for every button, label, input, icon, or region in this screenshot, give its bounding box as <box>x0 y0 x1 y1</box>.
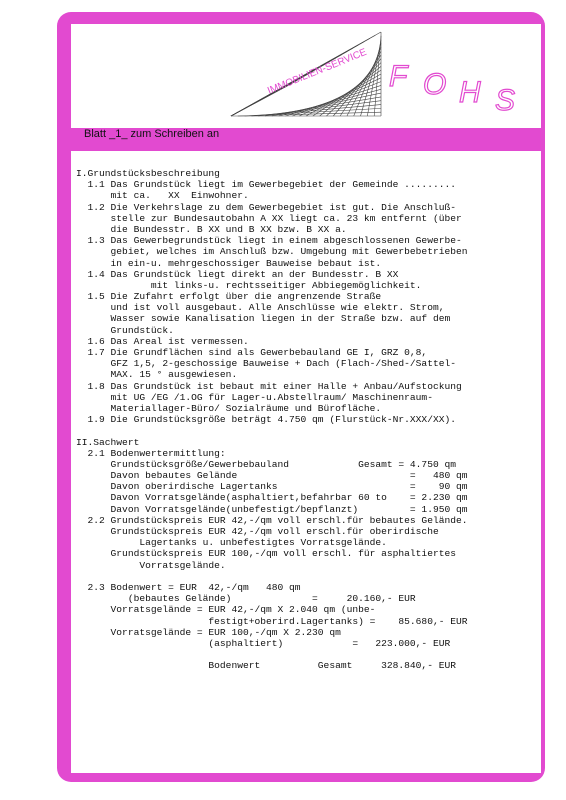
text-line: und ist voll ausgebaut. Alle Anschlüsse wie elektr. Strom, <box>76 302 445 314</box>
text-line: stelle zur Bundesautobahn A XX liegt ca. 23 km entfernt (über <box>76 212 462 224</box>
text-line: 2.1 Bodenwertermittlung: <box>76 447 226 459</box>
text-line: 1.8 Das Grundstück ist bebaut mit einer Halle + Anbau/Aufstockung <box>76 380 462 392</box>
text-line: Grundstück. <box>76 324 174 336</box>
text-line: 2.2 Grundstückspreis EUR 42,-/qm voll erschl.für bebautes Gelände. <box>76 514 468 526</box>
text-line: die Bundesstr. B XX und B XX bzw. B XX a. <box>76 223 347 235</box>
text-line: Grundstückspreis EUR 100,-/qm voll erschl. für asphaltiertes <box>76 548 456 560</box>
text-line: 1.5 Die Zufahrt erfolgt über die angrenzende Straße <box>76 291 382 303</box>
text-line: in ein-u. mehrgeschossiger Bauweise bebaut ist. <box>76 257 382 269</box>
text-line: mit UG /EG /1.OG für Lager-u.Abstellraum/ Maschinenraum- <box>76 391 433 403</box>
text-line: Materiallager-Büro/ Sozialräume und Bürofläche. <box>76 402 382 414</box>
text-line: 1.2 Die Verkehrslage zu dem Gewerbegebiet ist gut. Die Anschluß- <box>76 201 456 213</box>
logo-string-line <box>306 74 381 116</box>
text-line: GFZ 1,5, 2-geschossige Bauweise + Dach (Flach-/Shed-/Sattel- <box>76 358 456 370</box>
text-line: Davon Vorratsgelände(unbefestigt/bepflanzt) = 1.950 qm <box>76 503 468 515</box>
text-line <box>76 571 468 582</box>
text-line: 1.9 Die Grundstücksgröße beträgt 4.750 qm (Flurstück-Nr.XXX/XX). <box>76 414 456 426</box>
text-line: II.Sachwert <box>76 436 140 448</box>
text-line: mit ca. XX Einwohner. <box>76 190 249 202</box>
text-line: Vorratsgelände. <box>76 559 226 571</box>
logo-string-line <box>374 36 381 116</box>
text-line: Lagertanks u. unbefestigtes Vorratsgelände. <box>76 537 387 549</box>
logo-letter-f: F <box>389 60 408 93</box>
company-logo <box>71 24 541 128</box>
text-line: 1.1 Das Grundstück liegt im Gewerbegebiet der Gemeinde ......... <box>76 179 456 191</box>
text-line <box>76 649 468 660</box>
text-line: Davon oberirdische Lagertanks = 90 qm <box>76 481 468 493</box>
text-line: Wasser sowie Kanalisation liegen in der Straße bzw. auf dem <box>76 313 451 325</box>
text-line: Grundstücksgröße/Gewerbebauland Gesamt = 4.750 qm <box>76 458 456 470</box>
text-line: 1.4 Das Grundstück liegt direkt an der Bundesstr. B XX <box>76 268 399 280</box>
text-line: festigt+oberird.Lagertanks) = 85.680,- EUR <box>76 615 468 627</box>
blatt-suffix: zum Schreiben an <box>127 128 220 140</box>
text-line: 1.7 Die Grundflächen sind als Gewerbebauland GE I, GRZ 0,8, <box>76 347 428 358</box>
text-line: mit links-u. rechtsseitiger Abbiegemöglichkeit. <box>76 279 422 291</box>
text-line: (asphaltiert) = 223.000,- EUR <box>76 637 451 649</box>
text-line: Davon bebautes Gelände = 480 qm <box>76 470 468 482</box>
blatt-number: _1_ <box>109 128 128 140</box>
logo-letter-h: H <box>459 76 481 109</box>
text-line: 1.6 Das Areal ist vermessen. <box>76 335 249 347</box>
document-text <box>76 168 468 671</box>
logo-letter-s: S <box>495 84 516 117</box>
text-line: gebiet, welches im Anschluß bzw. Umgebung mit Gewerbebetrieben <box>76 246 468 258</box>
blatt-prefix: Blatt <box>84 128 110 140</box>
text-line: I.Grundstücksbeschreibung <box>76 168 220 179</box>
text-line: 1.3 Das Gewerbegrundstück liegt in einem abgeschlossenen Gewerbe- <box>76 235 462 247</box>
text-line: Vorratsgelände = EUR 100,-/qm X 2.230 qm <box>76 626 341 638</box>
text-line: (bebautes Gelände) = 20.160,- EUR <box>76 593 416 605</box>
text-line: Vorratsgelände = EUR 42,-/qm X 2.040 qm (unbe- <box>76 604 376 616</box>
text-line: 2.3 Bodenwert = EUR 42,-/qm 480 qm <box>76 581 301 593</box>
logo-letter-o: O <box>423 68 447 101</box>
text-line: Bodenwert Gesamt 328.840,- EUR <box>76 660 456 672</box>
text-line: MAX. 15 ° ausgewiesen. <box>76 369 238 381</box>
blatt-line <box>84 128 219 140</box>
logo-arc-text: IMMOBILIEN-SERVICE <box>266 46 369 97</box>
text-line <box>76 425 468 436</box>
text-line: Davon Vorratsgelände(asphaltiert,befahrbar 60 to = 2.230 qm <box>76 492 468 504</box>
text-line: Grundstückspreis EUR 42,-/qm voll erschl.für oberirdische <box>76 526 439 537</box>
